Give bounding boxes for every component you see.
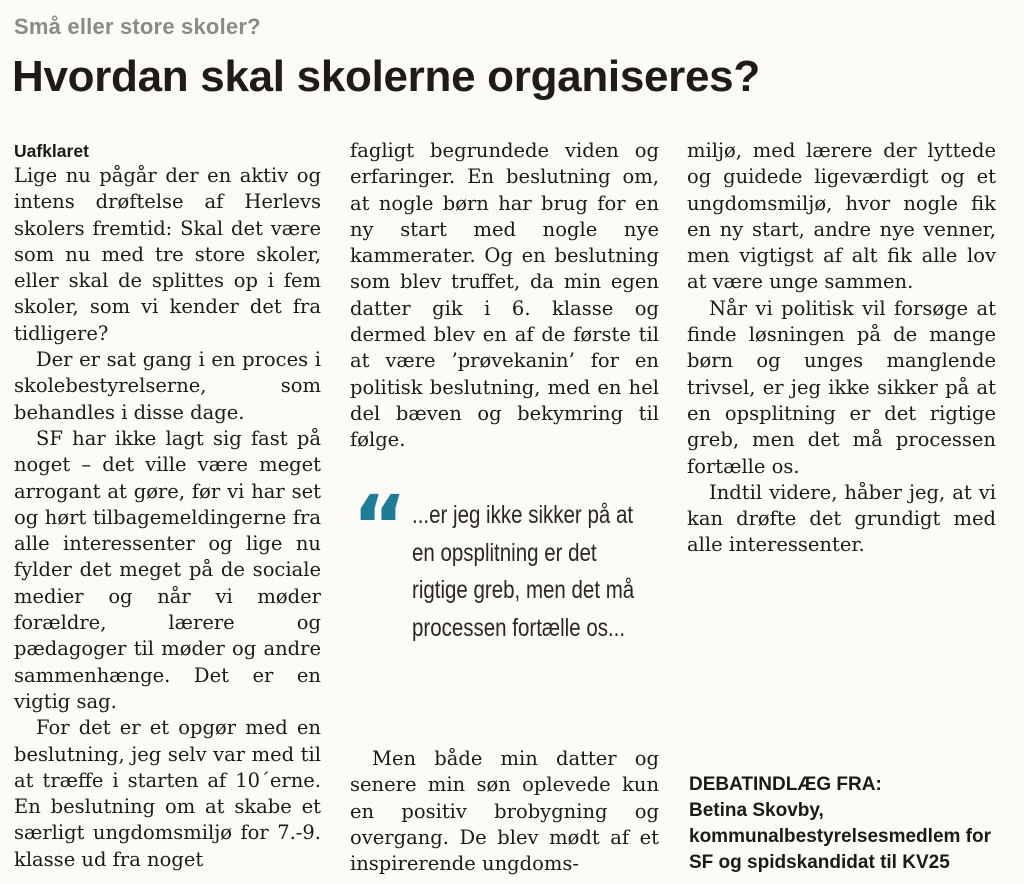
pull-quote: ...er jeg ikke sikker på at en opsplitning er det rigtige greb, men det må processen fortælle os... bbox=[412, 501, 635, 642]
paragraph: SF har ikke lagt sig fast på noget – det ville være meget arrogant at gøre, før vi har set og hørt tilbagemeldingerne fra alle interessenter og lige nu fylder det meget på de sociale medier og når vi møder forældre, lærere og pædagoger til møder og andre sammenhænge. Det er en vigtig sag. bbox=[14, 426, 321, 713]
article-column-2-continued bbox=[350, 746, 659, 877]
article-column-1 bbox=[14, 140, 321, 873]
paragraph: Når vi politisk vil forsøge at finde løsningen på de mange børn og unges manglende trivsel, er jeg ikke sikker på at en opsplitning er det rigtige greb, men det må processen fortælle os. bbox=[687, 296, 996, 478]
article-column-2 bbox=[350, 138, 659, 454]
article-column-3 bbox=[687, 138, 996, 559]
author-byline bbox=[689, 772, 1009, 876]
byline-author: Betina Skovby, kommunalbestyrelsesmedlem for SF og spidskandidat til KV25 bbox=[689, 800, 992, 873]
paragraph: miljø, med lærere der lyttede og guidede ligeværdigt og et ungdomsmiljø, hvor nogle fik en ny start, andre nye venner, men vigtigst af alt fik alle lov at være unge sammen. bbox=[687, 139, 996, 294]
paragraph: Men både min datter og senere min søn oplevede kun en positiv brobygning og overgang. De blev mødt af et inspirerende ungdoms- bbox=[350, 747, 659, 876]
paragraph: Der er sat gang i en proces i skolebestyrelserne, som behandles i disse dage. bbox=[14, 348, 321, 424]
quote-mark-icon: “ bbox=[352, 477, 408, 575]
paragraph: Indtil videre, håber jeg, at vi kan drøfte det grundigt med alle interessenter. bbox=[687, 480, 996, 557]
paragraph: For det er et opgør med en beslutning, jeg selv var med til at træffe i starten af 10´erne. En beslutning om at skabe et særligt ungdomsmiljø for 7.-9. klasse ud fra noget bbox=[14, 716, 321, 871]
article-headline: Hvordan skal skolerne organiseres? bbox=[12, 52, 760, 101]
paragraph: fagligt begrundede viden og erfaringer. En beslutning om, at nogle børn har brug for en ny start med nogle nye kammerater. Og en beslutning som blev truffet, da min egen datter gik i 6. klasse og dermed blev en af de første til at være ’prøvekanin’ for en politisk beslutning, med en hel del bæven og bekymring til følge. bbox=[350, 139, 659, 452]
byline-label: DEBATINDLÆG FRA: bbox=[689, 774, 882, 795]
section-subhead: Uafklaret bbox=[14, 141, 89, 161]
article-kicker: Små eller store skoler? bbox=[14, 14, 261, 39]
paragraph: Lige nu pågår der en aktiv og intens drøftelse af Herlevs skolers fremtid: Skal det være som nu med tre store skoler, eller skal de splittes op i fem skoler, som vi kender det fra tidligere? bbox=[14, 164, 321, 345]
